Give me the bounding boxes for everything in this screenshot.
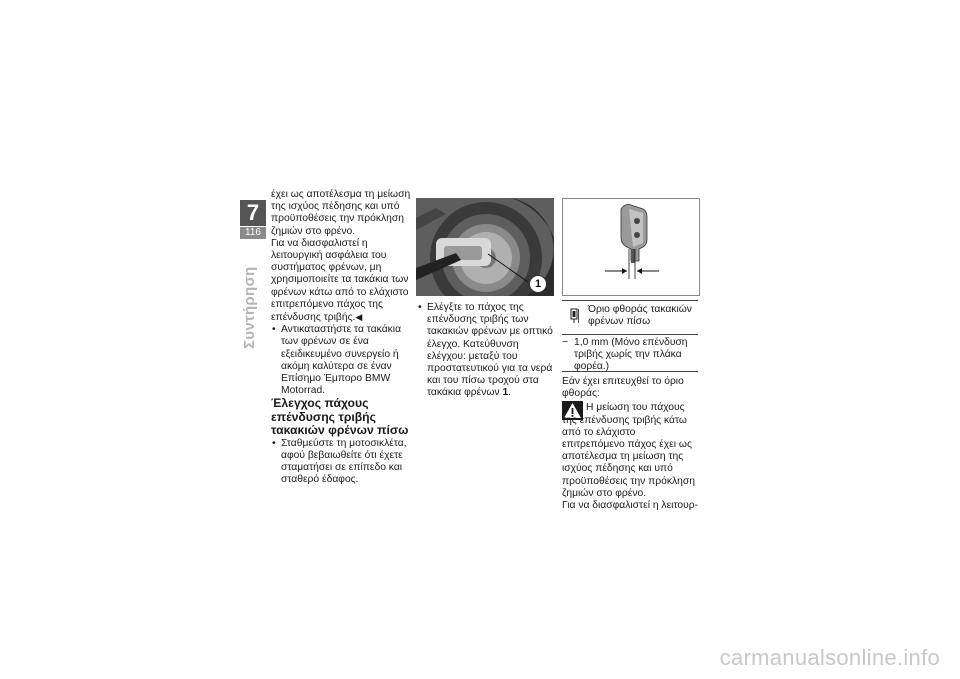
paragraph: Για να διασφαλιστεί η λειτουρ- — [562, 500, 699, 512]
brake-pad-gauge-icon — [570, 308, 580, 324]
warning-text — [562, 402, 700, 500]
bullet-item: • Σταθμεύστε τη μοτοσικλέτα, αφού βεβαιωθείτε ότι έχετε σταματήσει σε επίπεδο και σταθερό έδαφος. — [271, 438, 412, 487]
chapter-number: 7 — [240, 200, 266, 226]
reference-number: 1 — [502, 387, 509, 399]
rear-brake-photo — [416, 198, 554, 296]
paragraph — [271, 238, 412, 324]
paragraph: Εάν έχει επιτευχθεί το όριο φθοράς: — [562, 376, 684, 400]
paragraph-text: Για να διασφαλιστεί η λειτουργική ασφάλεια του συστήματος φρένων, μη χρησιμοποιείτε τα τακάκια των φρένων κάτω από το ελάχιστο επιτρεπόμενο πάχος της επένδυσης τριβής. — [271, 237, 409, 324]
watermark: carmanualsonline.info — [719, 645, 940, 670]
spec-divider — [562, 371, 698, 372]
end-mark-icon: ◀ — [355, 312, 363, 323]
spec-header — [562, 300, 698, 335]
brake-pad-drawing — [563, 199, 699, 295]
column-1 — [271, 189, 412, 486]
warning-body: Η μείωση του πάχους της επένδυσης τριβής κάτω από το ελάχιστο επιτρεπόμενο πάχος έχει ως αποτέλεσμα τη μείωση της ισχύος πέδησης και υπό προϋποθέσεις την πρόκληση ζημιών στο φρένο. — [562, 402, 695, 499]
column-3 — [562, 376, 700, 512]
bullet-item — [417, 302, 555, 400]
bullet-item: • Αντικαταστήστε τα τακάκια των φρένων σε ένα εξειδικευμένο συνεργείο ή ακόμη καλύτερα σε έναν Επίσημο Έμπορο BMW Motorrad. — [271, 324, 412, 397]
paragraph: έχει ως αποτέλεσμα τη μείωση της ισχύος πέδησης και υπό προϋποθέσεις την πρόκληση ζημιών στο φρένο. — [271, 189, 411, 237]
bullet-text: Ελέγξτε το πάχος της επένδυσης τριβής των τακακιών φρένων με οπτικό έλεγχο. Κατεύθυνση ελέγχου: μεταξύ του προστατευτικού για τα νερά και του πίσω τροχού στα τακάκια φρένων — [427, 302, 553, 399]
callout-1: 1 — [529, 275, 547, 293]
spec-box — [562, 300, 698, 371]
column-2 — [417, 302, 555, 400]
page-number: 116 — [240, 227, 266, 239]
spec-value: − 1,0 mm (Μόνο επένδυση τριβής χωρίς την πλάκα φορέα.) — [562, 337, 710, 374]
section-heading: Έλεγχος πάχους επένδυσης τριβής τακακιών φρένων πίσω — [271, 396, 409, 438]
brake-pad-diagram — [562, 198, 700, 296]
bullet-end: . — [508, 387, 512, 399]
spec-title: Όριο φθοράς τακακιών φρένων πίσω — [588, 304, 692, 328]
chapter-title: Συντήρηση — [241, 266, 258, 349]
